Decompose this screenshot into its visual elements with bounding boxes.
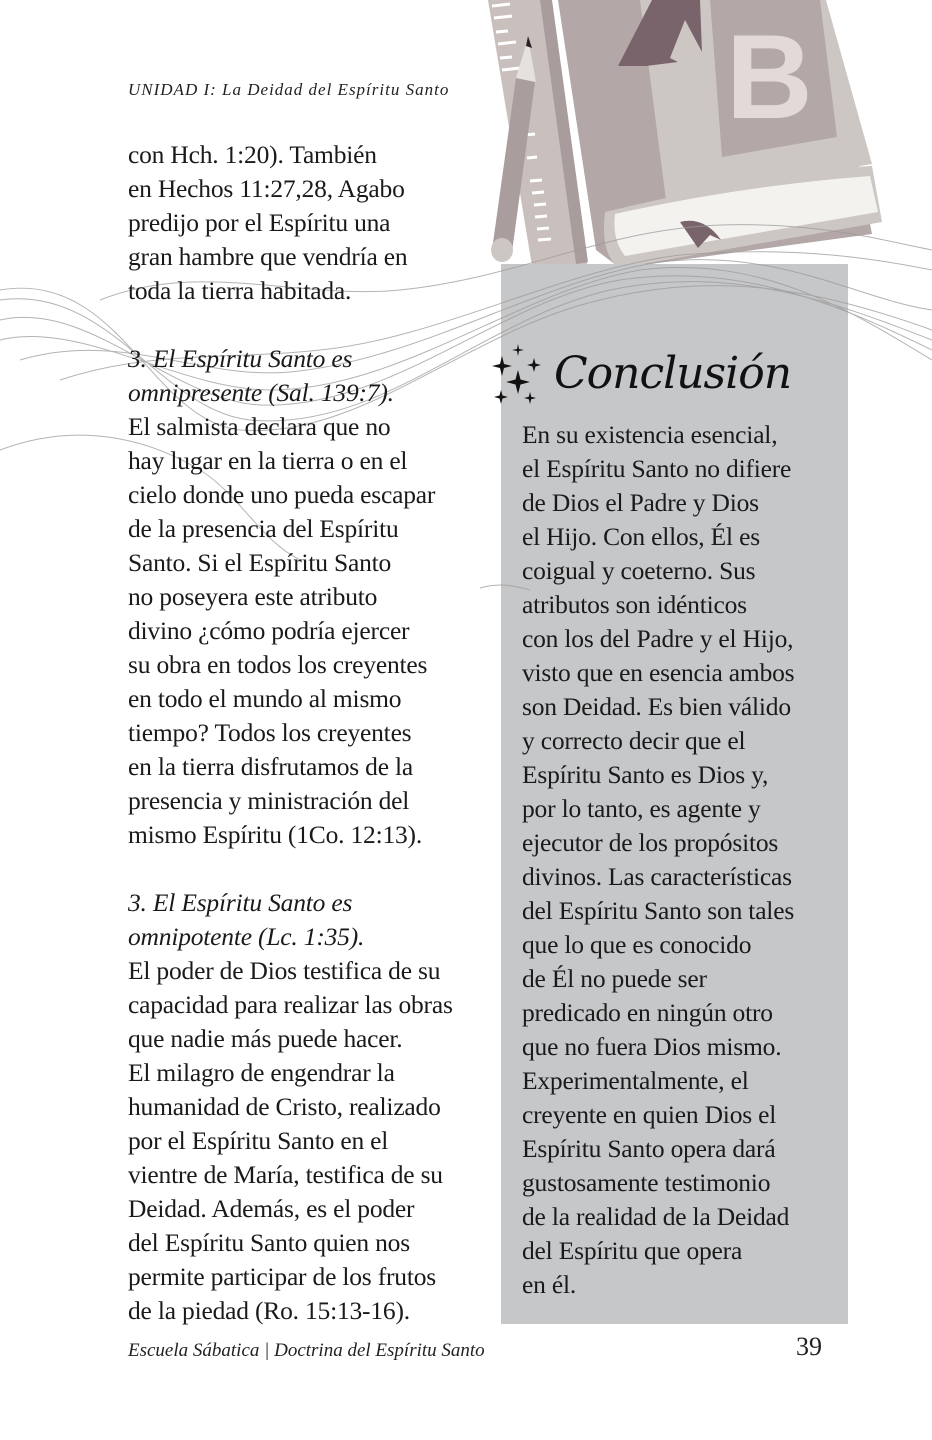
text-line: con los del Padre y el Hijo, bbox=[522, 624, 794, 653]
text-line: mismo Espíritu (1Co. 12:13). bbox=[128, 820, 423, 849]
sparkles-icon bbox=[490, 342, 552, 404]
text-line: el Espíritu Santo no difiere bbox=[522, 454, 792, 483]
text-line: en él. bbox=[522, 1270, 577, 1299]
text-line: Santo. Si el Espíritu Santo bbox=[128, 548, 392, 577]
text-line: divinos. Las características bbox=[522, 862, 792, 891]
text-line: en todo el mundo al mismo bbox=[128, 684, 402, 713]
text-line: El salmista declara que no bbox=[128, 412, 391, 441]
text-line: El poder de Dios testifica de su bbox=[128, 956, 441, 985]
conclusion-title: Conclusión bbox=[554, 347, 792, 399]
text-line: en la tierra disfrutamos de la bbox=[128, 752, 414, 781]
section-heading-omnipotente: 3. El Espíritu Santo es bbox=[128, 888, 353, 917]
section-heading-omnipresente: 3. El Espíritu Santo es bbox=[128, 344, 353, 373]
text-line: del Espíritu que opera bbox=[522, 1236, 743, 1265]
text-line: de Él no puede ser bbox=[522, 964, 707, 993]
text-line: permite participar de los frutos bbox=[128, 1262, 436, 1291]
letter-b: B bbox=[726, 10, 813, 144]
text-line: presencia y ministración del bbox=[128, 786, 410, 815]
text-line: El milagro de engendrar la bbox=[128, 1058, 395, 1087]
text-line: y correcto decir que el bbox=[522, 726, 746, 755]
conclusion-body bbox=[522, 418, 842, 1302]
text-line: de Dios el Padre y Dios bbox=[522, 488, 759, 517]
text-line: gran hambre que vendría en bbox=[128, 242, 408, 271]
text-line: predicado en ningún otro bbox=[522, 998, 773, 1027]
text-line: humanidad de Cristo, realizado bbox=[128, 1092, 441, 1121]
text-line: su obra en todos los creyentes bbox=[128, 650, 428, 679]
conclusion-heading bbox=[490, 338, 791, 408]
page-number: 39 bbox=[796, 1332, 822, 1361]
running-head: UNIDAD I: La Deidad del Espíritu Santo bbox=[128, 80, 450, 99]
paragraph-gap bbox=[128, 308, 488, 342]
text-line: ejecutor de los propósitos bbox=[522, 828, 779, 857]
text-line: del Espíritu Santo son tales bbox=[522, 896, 795, 925]
text-line: que lo que es conocido bbox=[522, 930, 752, 959]
text-line: por lo tanto, es agente y bbox=[522, 794, 761, 823]
text-line: Espíritu Santo opera dará bbox=[522, 1134, 776, 1163]
text-line: creyente en quien Dios el bbox=[522, 1100, 777, 1129]
text-line: que nadie más puede hacer. bbox=[128, 1024, 403, 1053]
text-line: divino ¿cómo podría ejercer bbox=[128, 616, 410, 645]
pencil-eraser bbox=[491, 238, 513, 262]
text-line: atributos son idénticos bbox=[522, 590, 747, 619]
book-illustration bbox=[480, 0, 932, 280]
left-column bbox=[128, 138, 488, 1328]
text-line: En su existencia esencial, bbox=[522, 420, 778, 449]
text-line: hay lugar en la tierra o en el bbox=[128, 446, 408, 475]
text-line: que no fuera Dios mismo. bbox=[522, 1032, 782, 1061]
text-line: Experimentalmente, el bbox=[522, 1066, 749, 1095]
text-line: coigual y coeterno. Sus bbox=[522, 556, 756, 585]
paragraph-gap bbox=[128, 852, 488, 886]
text-line: visto que en esencia ambos bbox=[522, 658, 795, 687]
text-line: de la realidad de la Deidad bbox=[522, 1202, 790, 1231]
footer-book-title: Escuela Sábatica | Doctrina del Espíritu Santo bbox=[128, 1340, 485, 1361]
text-line: del Espíritu Santo quien nos bbox=[128, 1228, 410, 1257]
text-line: de la presencia del Espíritu bbox=[128, 514, 399, 543]
text-line: Espíritu Santo es Dios y, bbox=[522, 760, 769, 789]
text-line: capacidad para realizar las obras bbox=[128, 990, 453, 1019]
text-line: el Hijo. Con ellos, Él es bbox=[522, 522, 760, 551]
text-line: son Deidad. Es bien válido bbox=[522, 692, 791, 721]
section-heading-omnipresente: omnipresente (Sal. 139:7). bbox=[128, 378, 394, 407]
text-line: por el Espíritu Santo en el bbox=[128, 1126, 389, 1155]
text-line: Deidad. Además, es el poder bbox=[128, 1194, 415, 1223]
text-line: vientre de María, testifica de su bbox=[128, 1160, 443, 1189]
text-line: de la piedad (Ro. 15:13-16). bbox=[128, 1296, 410, 1325]
section-heading-omnipotente: omnipotente (Lc. 1:35). bbox=[128, 922, 365, 951]
text-line: con Hch. 1:20). También bbox=[128, 140, 377, 169]
text-line: tiempo? Todos los creyentes bbox=[128, 718, 412, 747]
text-line: no poseyera este atributo bbox=[128, 582, 378, 611]
text-line: cielo donde uno pueda escapar bbox=[128, 480, 436, 509]
text-line: toda la tierra habitada. bbox=[128, 276, 352, 305]
text-line: gustosamente testimonio bbox=[522, 1168, 771, 1197]
text-line: predijo por el Espíritu una bbox=[128, 208, 391, 237]
text-line: en Hechos 11:27,28, Agabo bbox=[128, 174, 405, 203]
